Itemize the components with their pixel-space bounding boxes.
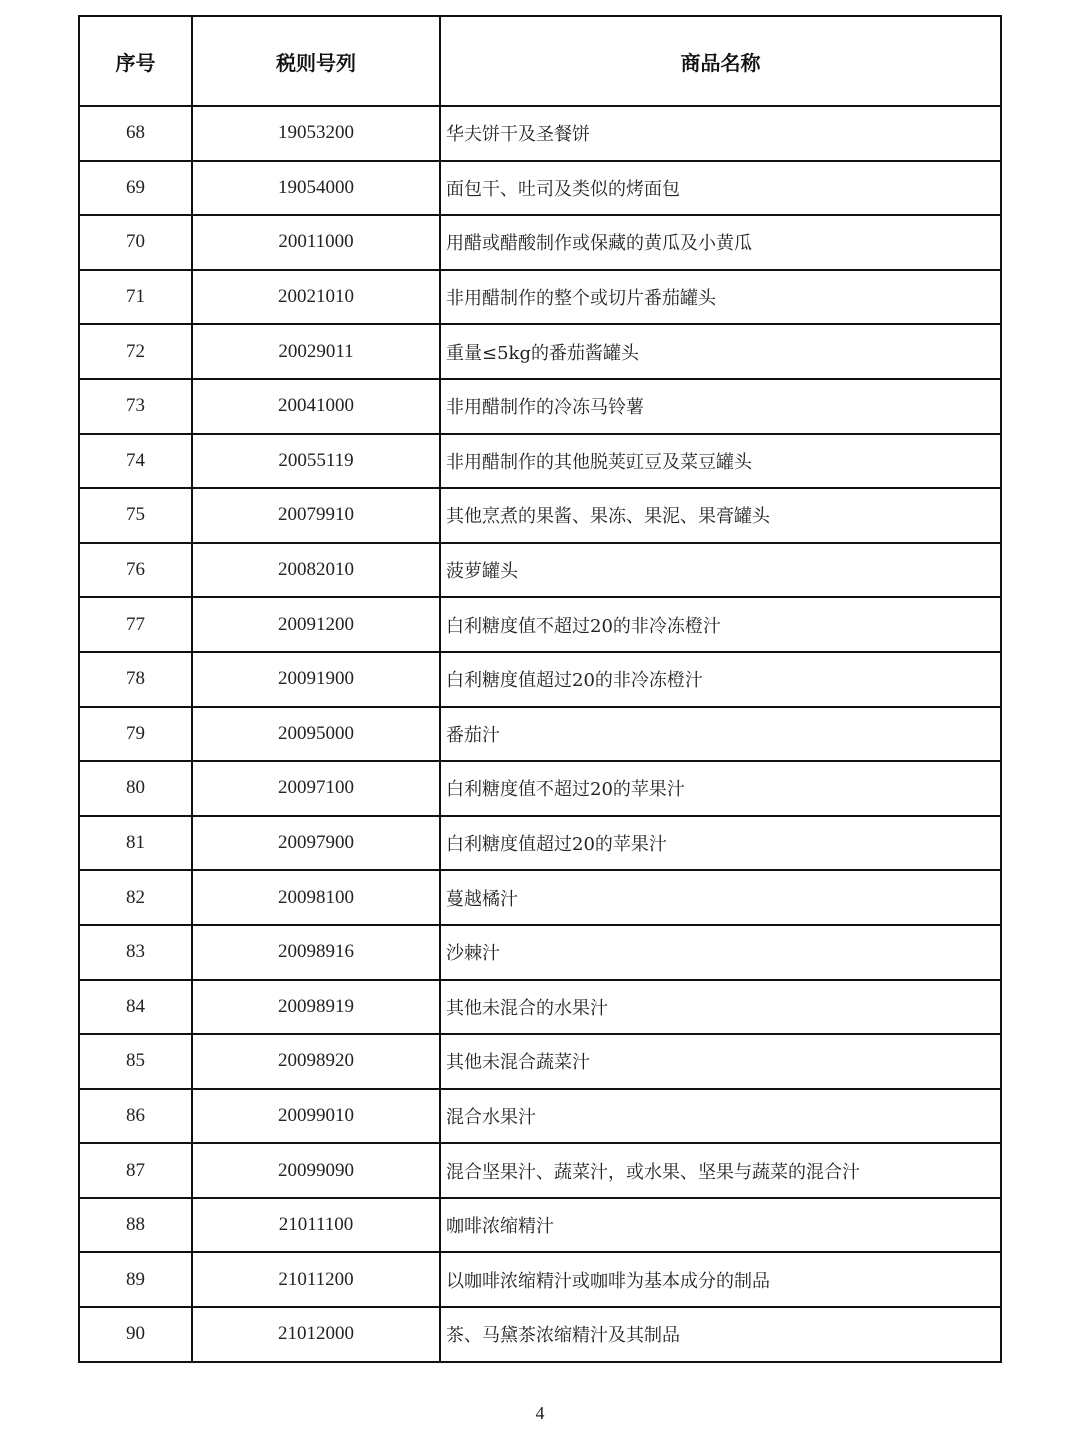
seq-cell: 69	[79, 161, 192, 216]
seq-cell: 84	[79, 980, 192, 1035]
seq-cell: 71	[79, 270, 192, 325]
product-name-cell: 白利糖度值超过20的非冷冻橙汁	[440, 652, 1001, 707]
table-row	[79, 543, 1001, 598]
tariff-code-cell: 20082010	[192, 543, 440, 598]
product-name-cell: 重量≤5kg的番茄酱罐头	[440, 324, 1001, 379]
tariff-code-cell: 20021010	[192, 270, 440, 325]
product-name-cell: 华夫饼干及圣餐饼	[440, 106, 1001, 161]
tariff-code-cell: 20091200	[192, 597, 440, 652]
tariff-code-cell: 19054000	[192, 161, 440, 216]
product-name-cell: 用醋或醋酸制作或保藏的黄瓜及小黄瓜	[440, 215, 1001, 270]
seq-cell: 72	[79, 324, 192, 379]
tariff-code-cell: 20095000	[192, 707, 440, 762]
tariff-code-cell: 21012000	[192, 1307, 440, 1362]
seq-cell: 85	[79, 1034, 192, 1089]
seq-cell: 83	[79, 925, 192, 980]
seq-cell: 68	[79, 106, 192, 161]
seq-cell: 81	[79, 816, 192, 871]
table-row	[79, 215, 1001, 270]
table-row	[79, 161, 1001, 216]
table-row	[79, 379, 1001, 434]
product-name-cell: 混合坚果汁、蔬菜汁，或水果、坚果与蔬菜的混合汁	[440, 1143, 1001, 1198]
seq-cell: 78	[79, 652, 192, 707]
tariff-code-cell: 20055119	[192, 434, 440, 489]
seq-cell: 77	[79, 597, 192, 652]
seq-cell: 86	[79, 1089, 192, 1144]
table-row	[79, 816, 1001, 871]
tariff-code-cell: 20098916	[192, 925, 440, 980]
table-row	[79, 1034, 1001, 1089]
tariff-code-cell: 20041000	[192, 379, 440, 434]
product-name-cell: 茶、马黛茶浓缩精汁及其制品	[440, 1307, 1001, 1362]
header-tariff-code: 税则号列	[192, 16, 440, 106]
product-name-cell: 非用醋制作的其他脱荚豇豆及菜豆罐头	[440, 434, 1001, 489]
product-name-cell: 咖啡浓缩精汁	[440, 1198, 1001, 1253]
tariff-code-cell: 20098100	[192, 870, 440, 925]
product-name-cell: 白利糖度值不超过20的苹果汁	[440, 761, 1001, 816]
tariff-code-cell: 20091900	[192, 652, 440, 707]
tariff-code-cell: 20099010	[192, 1089, 440, 1144]
seq-cell: 74	[79, 434, 192, 489]
tariff-code-cell: 20098920	[192, 1034, 440, 1089]
product-name-cell: 菠萝罐头	[440, 543, 1001, 598]
product-name-cell: 其他未混合蔬菜汁	[440, 1034, 1001, 1089]
tariff-table	[78, 15, 1002, 1363]
table-row	[79, 270, 1001, 325]
table-row	[79, 925, 1001, 980]
table-row	[79, 652, 1001, 707]
seq-cell: 80	[79, 761, 192, 816]
header-seq: 序号	[79, 16, 192, 106]
page-number: 4	[535, 1403, 545, 1423]
product-name-cell: 沙棘汁	[440, 925, 1001, 980]
seq-cell: 76	[79, 543, 192, 598]
product-name-cell: 蔓越橘汁	[440, 870, 1001, 925]
tariff-code-cell: 20097900	[192, 816, 440, 871]
table-row	[79, 1252, 1001, 1307]
seq-cell: 89	[79, 1252, 192, 1307]
table-row	[79, 488, 1001, 543]
tariff-code-cell: 21011200	[192, 1252, 440, 1307]
table-header	[79, 16, 1001, 106]
tariff-code-cell: 20098919	[192, 980, 440, 1035]
seq-cell: 87	[79, 1143, 192, 1198]
table-row	[79, 1143, 1001, 1198]
header-row	[79, 16, 1001, 106]
seq-cell: 90	[79, 1307, 192, 1362]
tariff-code-cell: 21011100	[192, 1198, 440, 1253]
table-row	[79, 324, 1001, 379]
tariff-code-cell: 20097100	[192, 761, 440, 816]
tariff-code-cell: 20079910	[192, 488, 440, 543]
table-row	[79, 597, 1001, 652]
product-name-cell: 番茄汁	[440, 707, 1001, 762]
tariff-code-cell: 20029011	[192, 324, 440, 379]
product-name-cell: 面包干、吐司及类似的烤面包	[440, 161, 1001, 216]
product-name-cell: 以咖啡浓缩精汁或咖啡为基本成分的制品	[440, 1252, 1001, 1307]
seq-cell: 73	[79, 379, 192, 434]
table-row	[79, 434, 1001, 489]
table-row	[79, 1089, 1001, 1144]
table-row	[79, 1198, 1001, 1253]
product-name-cell: 白利糖度值不超过20的非冷冻橙汁	[440, 597, 1001, 652]
table-row	[79, 106, 1001, 161]
product-name-cell: 混合水果汁	[440, 1089, 1001, 1144]
seq-cell: 79	[79, 707, 192, 762]
tariff-code-cell: 20011000	[192, 215, 440, 270]
table-row	[79, 761, 1001, 816]
table-row	[79, 980, 1001, 1035]
table-row	[79, 1307, 1001, 1362]
table-body	[79, 106, 1001, 1362]
product-name-cell: 其他未混合的水果汁	[440, 980, 1001, 1035]
product-name-cell: 非用醋制作的冷冻马铃薯	[440, 379, 1001, 434]
product-name-cell: 非用醋制作的整个或切片番茄罐头	[440, 270, 1001, 325]
table-row	[79, 707, 1001, 762]
tariff-code-cell: 19053200	[192, 106, 440, 161]
product-name-cell: 白利糖度值超过20的苹果汁	[440, 816, 1001, 871]
tariff-code-cell: 20099090	[192, 1143, 440, 1198]
seq-cell: 70	[79, 215, 192, 270]
seq-cell: 82	[79, 870, 192, 925]
seq-cell: 75	[79, 488, 192, 543]
seq-cell: 88	[79, 1198, 192, 1253]
header-product-name: 商品名称	[440, 16, 1001, 106]
table-row	[79, 870, 1001, 925]
product-name-cell: 其他烹煮的果酱、果冻、果泥、果膏罐头	[440, 488, 1001, 543]
